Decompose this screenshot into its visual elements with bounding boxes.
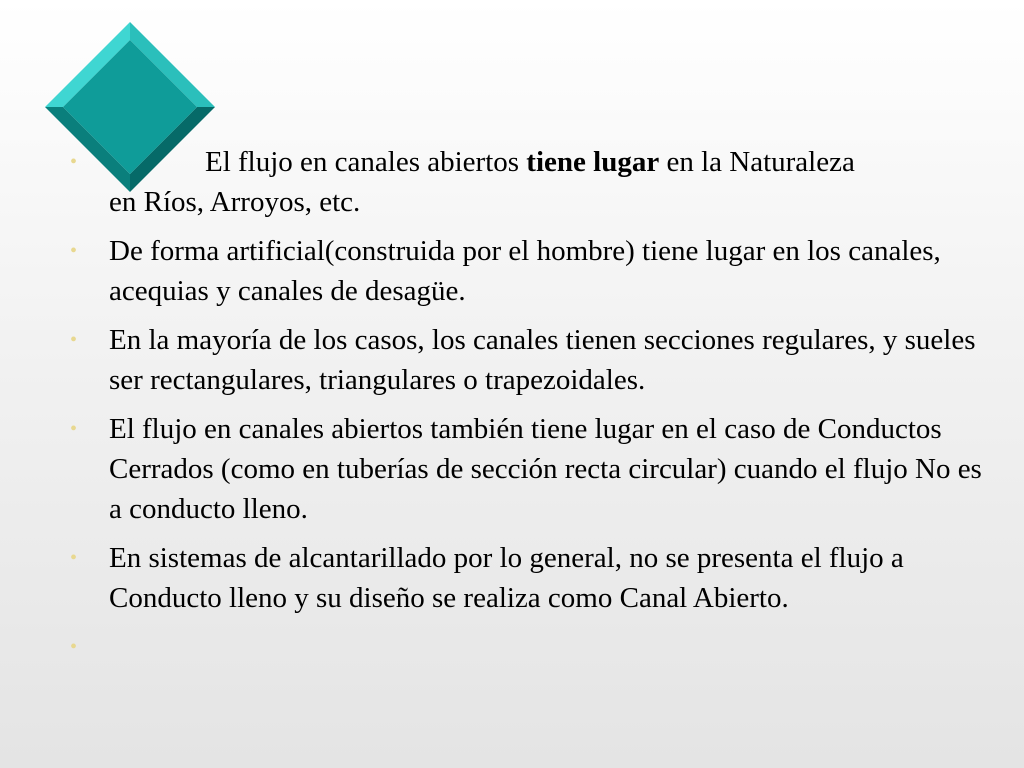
bullet-item [66, 142, 986, 222]
bullet-dot-icon: • [70, 151, 78, 173]
bullet-item [66, 409, 986, 529]
bullet-dot-icon: • [70, 329, 78, 351]
bullet-list [66, 142, 986, 658]
bullet-dot-icon: • [70, 418, 78, 440]
bullet-item [66, 320, 986, 400]
bullet-text: En la mayoría de los casos, los canales tienen secciones regulares, y sueles ser rectangulares, triangulares o trapezoidales. [109, 324, 976, 396]
bullet-item [66, 231, 986, 311]
bullet-text: El flujo en canales abiertos [205, 146, 527, 178]
bullet-text: El flujo en canales abiertos también tiene lugar en el caso de Conductos Cerrados (como en tuberías de sección recta circular) cuando el flujo No es a conducto lleno. [109, 413, 982, 525]
bullet-text: De forma artificial(construida por el hombre) tiene lugar en los canales, acequias y canales de desagüe. [109, 235, 941, 307]
bullet-dot-icon: • [70, 636, 78, 658]
bullet-item [66, 538, 986, 618]
bullet-text: en Ríos, Arroyos, etc. [109, 186, 361, 218]
bullet-text-bold: tiene lugar [526, 146, 660, 178]
bullet-dot-icon: • [70, 547, 78, 569]
bullet-dot-icon: • [70, 240, 78, 262]
bullet-text: en la Naturaleza [659, 146, 855, 178]
bullet-text: En sistemas de alcantarillado por lo general, no se presenta el flujo a Conducto lleno y su diseño se realiza como Canal Abierto. [109, 542, 904, 614]
